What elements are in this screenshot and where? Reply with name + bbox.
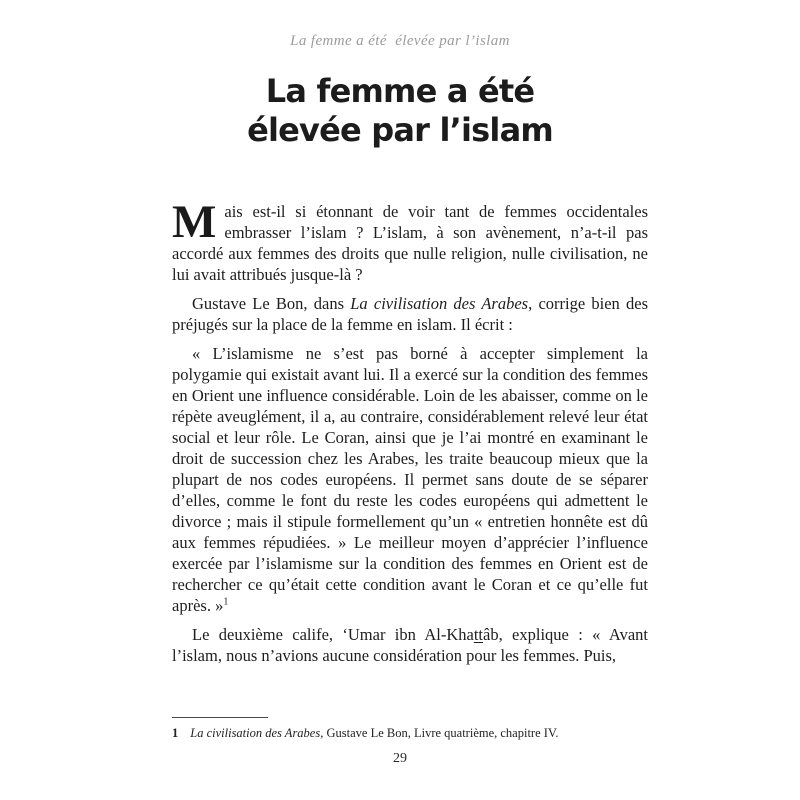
running-head: La femme a été élevée par l’islam	[290, 33, 510, 49]
text-segment: « L’islamisme ne s’est pas borné à accepter simplement la polygamie qui existait avant lui. Il a exercé sur la condition des femmes en Orient une influence considérable. Loin de les abaisser, comme on le répète aveuglément, il a, au contraire, considérablement relevé leur état social et leur rôle. Le Coran, ainsi que je l’ai montré en examinant le droit de succession chez les Arabes, les traite beaucoup mieux que la plupart de nos codes européens. Il permet sans doute de se séparer d’elles, comme le font du reste les codes européens qui admettent le divorce ; mais il stipule formellement qu’un « entretien honnête est dû aux femmes répudiées. » Le meilleur moyen d’apprécier l’influence exercée par l’islamisme sur la condition des femmes en Orient est de rechercher ce qu’était cette condition avant le Coran et ce qu’elle fut après. »	[172, 344, 648, 615]
body-text	[172, 196, 648, 674]
text-segment: ais est-il si étonnant de voir tant de femmes occidentales embrasser l’islam ? L’islam, à son avènement, n’a-t-il pas accordé aux femmes des droits que nulle religion, nulle civilisation, ne lui avait attribués jusque-là ?	[172, 202, 648, 284]
chapter-title-line-2: élevée par l’islam	[247, 111, 553, 149]
text-segment: La civilisation des Arabes	[190, 726, 321, 740]
text-segment: La civilisation des Arabes	[350, 294, 529, 313]
drop-cap: M	[172, 196, 217, 248]
paragraph	[172, 196, 648, 285]
paragraph	[172, 343, 648, 616]
text-segment: , Gustave Le Bon, Livre quatrième, chapitre IV.	[320, 726, 559, 740]
text-segment: 1	[223, 596, 229, 608]
chapter-title-line-1: La femme a été	[265, 72, 535, 110]
chapter-title	[0, 72, 800, 150]
paragraph	[172, 293, 648, 335]
footnote-number: 1	[172, 726, 179, 740]
paragraph	[172, 624, 648, 666]
footnote-text	[190, 726, 558, 740]
text-segment: Gustave Le Bon, dans	[192, 294, 351, 313]
footnote	[172, 725, 648, 741]
page-number: 29	[393, 751, 407, 766]
text-segment: âb, explique : « Avant l’islam, nous n’avions aucune considération pour les femmes. Puis,	[172, 625, 648, 665]
footnote-rule	[172, 717, 268, 718]
text-segment: Le deuxième calife, ‘Umar ibn Al-Kha	[192, 625, 474, 644]
text-segment: tt	[473, 625, 483, 644]
text-segment: , corrige bien des préjugés sur la place de la femme en islam. Il écrit :	[172, 294, 648, 334]
